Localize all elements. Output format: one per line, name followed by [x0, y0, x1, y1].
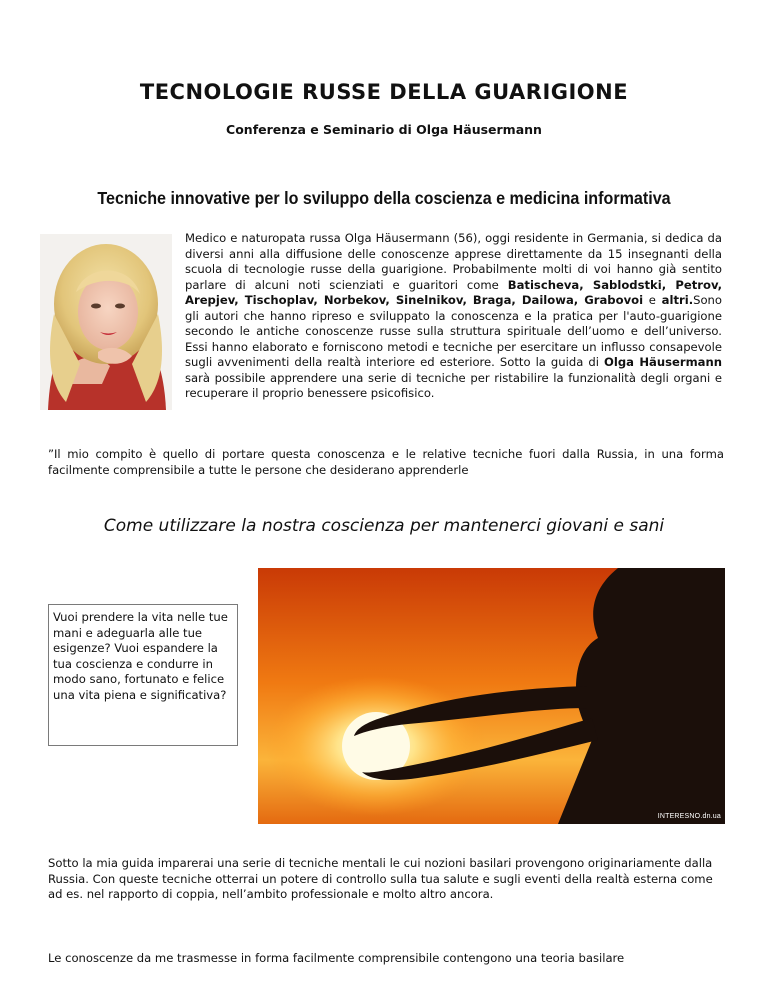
- callout-box: Vuoi prendere la vita nelle tue mani e adeguarla alle tue esigenze? Vuoi espandere la tua coscienza e condurre in modo sano, fortunato e felice una vita piena e significativa?: [48, 604, 238, 746]
- document-title: TECNOLOGIE RUSSE DELLA GUARIGIONE: [139, 80, 629, 104]
- body-paragraph-2: Le conoscenze da me trasmesse in forma facilmente comprensibile contengono una teoria basilare: [48, 951, 625, 965]
- quote-paragraph: ”Il mio compito è quello di portare questa conoscenza e le relative tecniche fuori dalla Russia, in una forma facilmente comprensibile a tutte le persone che desiderano apprenderle: [48, 447, 724, 477]
- intro-paragraph: [185, 231, 722, 402]
- intro-conjunction: e: [643, 293, 662, 307]
- intro-text-middle: Sono gli autori che hanno ripreso e sviluppato la conoscenza e la pratica per l'auto-guarigione secondo le antiche conoscenze russe sulla struttura spirituale dell’uomo e dell’universo. Essi hanno elaborato e forniscono metodi e tecniche per esercitare un influsso consapevole sugli avvenimenti della realtà interiore ed esteriore. Sotto la guida di: [185, 293, 722, 369]
- section-heading: Tecniche innovative per lo sviluppo della coscienza e medicina informativa: [97, 188, 671, 208]
- image-watermark: INTERESNO.dn.ua: [657, 813, 721, 820]
- guide-name: Olga Häusermann: [603, 355, 722, 369]
- portrait-photo: [40, 234, 172, 410]
- intro-text-start: Medico e naturopata russa Olga Häusermann (56), oggi residente in Germania, si dedica da diversi anni alla diffusione delle conoscenze apprese direttamente da 15 insegnanti della scuola di tecnologie russe della guarigione. Probabilmente molti di voi hanno già sentito parlare di alcuni noti scienziati e guaritori come: [185, 231, 722, 292]
- tagline-heading: Come utilizzare la nostra coscienza per mantenerci giovani e sani: [103, 516, 665, 536]
- sunset-photo: [258, 568, 725, 824]
- healer-names: Batischeva, Sablodstki, Petrov, Arepjev, Tischoplav, Norbekov, Sinelnikov, Braga, Dailowa, Grabovoi: [185, 277, 722, 307]
- body-paragraph-1: Sotto la mia guida imparerai una serie di tecniche mentali le cui nozioni basilari provengono originariamente dalla Russia. Con queste tecniche otterrai un potere di controllo sulla tua salute e sugli eventi della realtà esterna come ad es. nel rapporto di coppia, nell’ambito professionale e molto altro ancora.: [48, 856, 713, 901]
- document-subtitle: Conferenza e Seminario di Olga Häusermann: [226, 122, 542, 137]
- healer-names-end: altri.: [661, 293, 694, 307]
- intro-text-end: sarà possibile apprendere una serie di tecniche per ristabilire la funzionalità degli organi e recuperare il proprio benessere psicofisico.: [185, 370, 722, 400]
